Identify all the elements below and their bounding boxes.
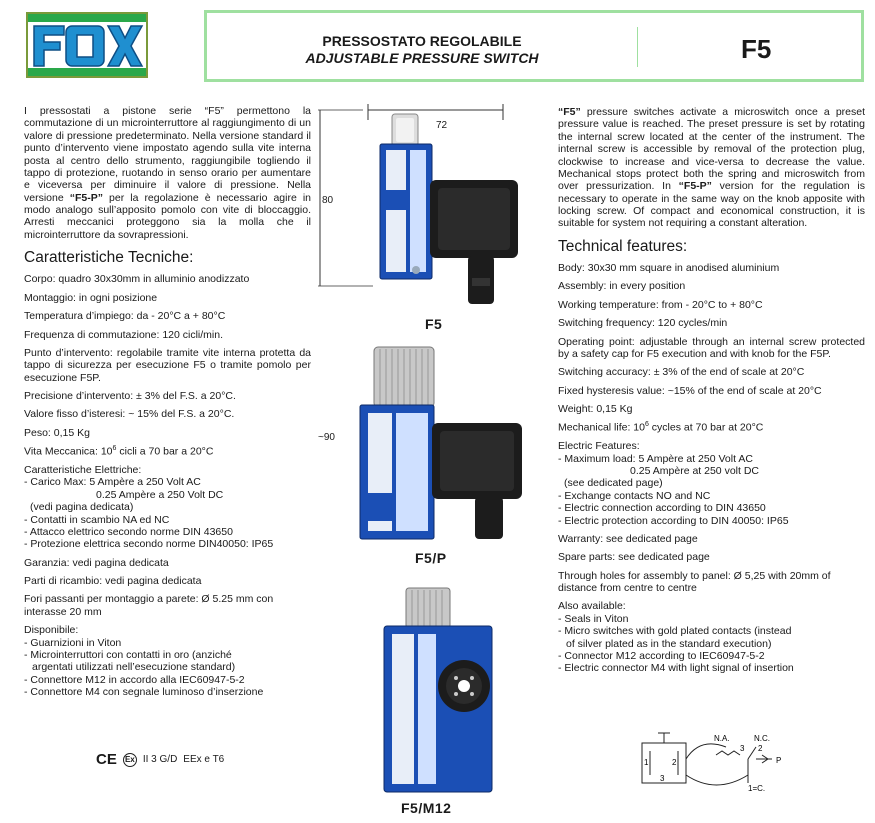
spec-holes: Fori passanti per montaggio a parete: Ø 5.25 mm con interasse 20 mm [24, 593, 274, 618]
spec-temperature: Temperatura d’impiego: da - 20°C a + 80°C [24, 310, 226, 323]
spec-electric-line: - Attacco elettrico secondo norme DIN 43650 [24, 525, 233, 538]
na-label: N.A. [714, 734, 730, 743]
spec-electric-line: - Exchange contacts NO and NC [558, 489, 711, 502]
spec-accuracy: Precisione d’intervento: ± 3% del F.S. a 20°C. [24, 390, 236, 403]
f5-m12-switch-image [376, 586, 506, 798]
spec-electric-line: 0.25 Ampère at 250 volt DC [630, 465, 759, 478]
spec-electric-block [558, 440, 865, 527]
spec-available-line: - Micro switches with gold plated contacts (instead [558, 625, 792, 638]
atex-ex-icon: Ex [123, 753, 137, 767]
intro-italian [24, 105, 311, 241]
common-label: 1=C. [748, 784, 766, 793]
spec-available-line: of silver plated as in the standard execution) [566, 637, 772, 650]
dimension-height: 80 [322, 195, 334, 206]
intro-italian-model: “F5-P” [69, 191, 103, 204]
spec-electric-title: Caratteristiche Elettriche: [24, 464, 142, 477]
dimension-width: 72 [436, 120, 448, 131]
caption-f5p: F5/P [415, 550, 447, 566]
f5-switch-image [318, 100, 528, 315]
wiring-schematic [636, 729, 796, 793]
spec-frequency: Switching frequency: 120 cycles/min [558, 317, 728, 330]
spec-available-line: - Connettore M4 con segnale luminoso d’inserzione [24, 686, 264, 699]
title-italian: PRESSOSTATO REGOLABILE [322, 33, 522, 49]
spec-available-line: argentati utilizzati nell’esecuzione standard) [32, 661, 236, 674]
spec-available-line: - Connector M12 according to IEC60947-5-2 [558, 649, 765, 662]
terminal-3-label: 3 [660, 774, 665, 783]
header-title-box [204, 10, 864, 82]
certification-marks [96, 751, 224, 769]
spec-life-text-2: cycles at 70 bar at 20°C [648, 421, 764, 434]
english-column [558, 106, 865, 681]
spec-electric-line: - Maximum load: 5 Ampère at 250 Volt AC [558, 452, 753, 465]
spec-available-line: - Microinterruttori con contatti in oro (anziché [24, 648, 232, 661]
specs-heading-english: Technical features: [558, 237, 688, 255]
atex-group: II 3 G/D [142, 753, 178, 765]
caption-f5-m12: F5/M12 [401, 800, 452, 816]
spec-life-text: Mechanical life: 10 [558, 421, 645, 434]
spec-electric-block [24, 464, 311, 551]
spec-electric-line: (see dedicated page) [564, 477, 663, 490]
spec-available-line: - Guarnizioni in Viton [24, 636, 122, 649]
spec-body: Body: 30x30 mm square in anodised aluminium [558, 262, 780, 275]
spec-available-block [558, 600, 865, 674]
spec-mounting: Montaggio: in ogni posizione [24, 291, 158, 304]
spec-setpoint: Punto d’intervento: regolabile tramite vite interna protetta da tappo di sicurezza per esecuzione F5 o tramite pomolo per esecuzione F5P. [24, 346, 311, 384]
spec-body: Corpo: quadro 30x30mm in alluminio anodizzato [24, 273, 250, 286]
title-english: ADJUSTABLE PRESSURE SWITCH [305, 50, 539, 67]
intro-english-model-2: “F5-P” [678, 180, 712, 193]
spec-temperature: Working temperature: from - 20°C to + 80°C [558, 298, 763, 311]
spec-life-text: Vita Meccanica: 10 [24, 445, 113, 458]
spec-hysteresis: Valore fisso d’isteresi: ~ 15% del F.S. a 20°C. [24, 408, 235, 421]
spec-weight: Peso: 0,15 Kg [24, 426, 90, 439]
intro-english-text-1: pressure switches activate a microswitch once a preset pressure value is reached. The preset pressure is set by rotating the internal screw located at the center of the instrument. The internal screw is accessible by removal of the protection plug, clockwise to increase and vice-versa to decrease the value. Mechanical stops protect both the spring and microswitch from over pressurization. In [558, 106, 865, 193]
fox-logo [26, 12, 148, 78]
spec-electric-line: - Carico Max: 5 Ampère a 250 Volt AC [24, 476, 201, 489]
spec-frequency: Frequenza di commutazione: 120 cicli/min. [24, 328, 224, 341]
spec-available-line: - Connettore M12 in accordo alla IEC60947-5-2 [24, 673, 245, 686]
terminal-2-label: 2 [672, 758, 677, 767]
intro-english [558, 106, 865, 230]
spec-available-line: - Seals in Viton [558, 612, 629, 625]
contact-2-label: 2 [758, 744, 763, 753]
spec-spares: Spare parts: see dedicated page [558, 551, 710, 564]
specs-heading-italian: Caratteristiche Tecniche: [24, 249, 194, 267]
spec-life-exponent: 6 [112, 445, 117, 453]
spec-mechanical-life [558, 421, 865, 434]
document-title [207, 33, 637, 67]
spec-available-title: Disponibile: [24, 624, 79, 637]
dimension-height-p: ~90 [318, 432, 335, 443]
intro-english-text-2: version for the regulation is necessary to operate in the same way on the knob apposite with locking screw. Of compact and economical construction, it is suitable for system not requiring a constant alteration. [558, 180, 865, 230]
spec-assembly: Assembly: in every position [558, 280, 686, 293]
spec-spares: Parti di ricambio: vedi pagina dedicata [24, 575, 202, 588]
italian-column [24, 105, 311, 704]
caption-f5: F5 [425, 316, 443, 332]
fox-logo-mark [28, 14, 146, 76]
spec-warranty: Garanzia: vedi pagina dedicata [24, 556, 169, 569]
spec-electric-line: 0.25 Ampère a 250 Volt DC [96, 488, 224, 501]
spec-warranty: Warranty: see dedicated page [558, 532, 698, 545]
terminal-1-label: 1 [644, 758, 649, 767]
spec-mechanical-life [24, 445, 311, 458]
spec-operating-point: Operating point: adjustable through an internal screw protected by a safety cap for F5 execution and with knob for the F5P. [558, 335, 865, 360]
spec-accuracy: Switching accuracy: ± 3% of the end of scale at 20°C [558, 366, 805, 379]
spec-life-text-2: cicli a 70 bar a 20°C [116, 445, 214, 458]
spec-electric-title: Electric Features: [558, 440, 640, 453]
spec-hysteresis: Fixed hysteresis value: ~15% of the end of scale at 20°C [558, 384, 822, 397]
spec-electric-line: - Electric connection according to DIN 43650 [558, 502, 766, 515]
spec-available-title: Also available: [558, 600, 626, 613]
intro-italian-text-2: per la regolazione è necessario agire in modo analogo sull’apposito pomolo con vite di bloccaggio. Arresti meccanici proteggono sia la molla che il microinterruttore da sovrapressioni. [24, 191, 311, 241]
spec-holes: Through holes for assembly to panel: Ø 5,25 with 20mm of distance from centre to centre [558, 569, 831, 595]
ce-mark: CE [96, 751, 117, 768]
header-divider [637, 27, 638, 67]
atex-marking: EEx e T6 [183, 753, 225, 765]
spec-life-exponent: 6 [644, 421, 649, 429]
pressure-label: P [776, 756, 782, 765]
spec-available-block [24, 624, 311, 698]
f5p-switch-image [340, 343, 535, 548]
nc-label: N.C. [754, 734, 770, 743]
spec-electric-line: - Contatti in scambio NA ed NC [24, 513, 170, 526]
intro-italian-text-1: I pressostati a pistone serie “F5” permettono la commutazione di un microinterruttore al raggiungimento di un valore di pressione predeterminato. Nella versione standard il punto d’intervento viene impostato agendo sulla vite interna posta al centro dello strumento, raggiungibile togliendo il tappo di protezione, ruotando in senso orario per aumentare e viceversa per diminuire il valore di pressione. Nella versione [24, 105, 311, 204]
product-code: F5 [741, 34, 772, 64]
spec-electric-line: - Electric protection according to DIN 40050: IP65 [558, 514, 789, 527]
spec-available-line: - Electric connector M4 with light signal of insertion [558, 662, 794, 675]
spec-electric-line: (vedi pagina dedicata) [30, 501, 134, 514]
spec-weight: Weight: 0,15 Kg [558, 403, 633, 416]
spec-electric-line: - Protezione elettrica secondo norme DIN40050: IP65 [24, 538, 274, 551]
intro-english-model-1: “F5” [558, 106, 581, 118]
contact-3-label: 3 [740, 744, 745, 753]
